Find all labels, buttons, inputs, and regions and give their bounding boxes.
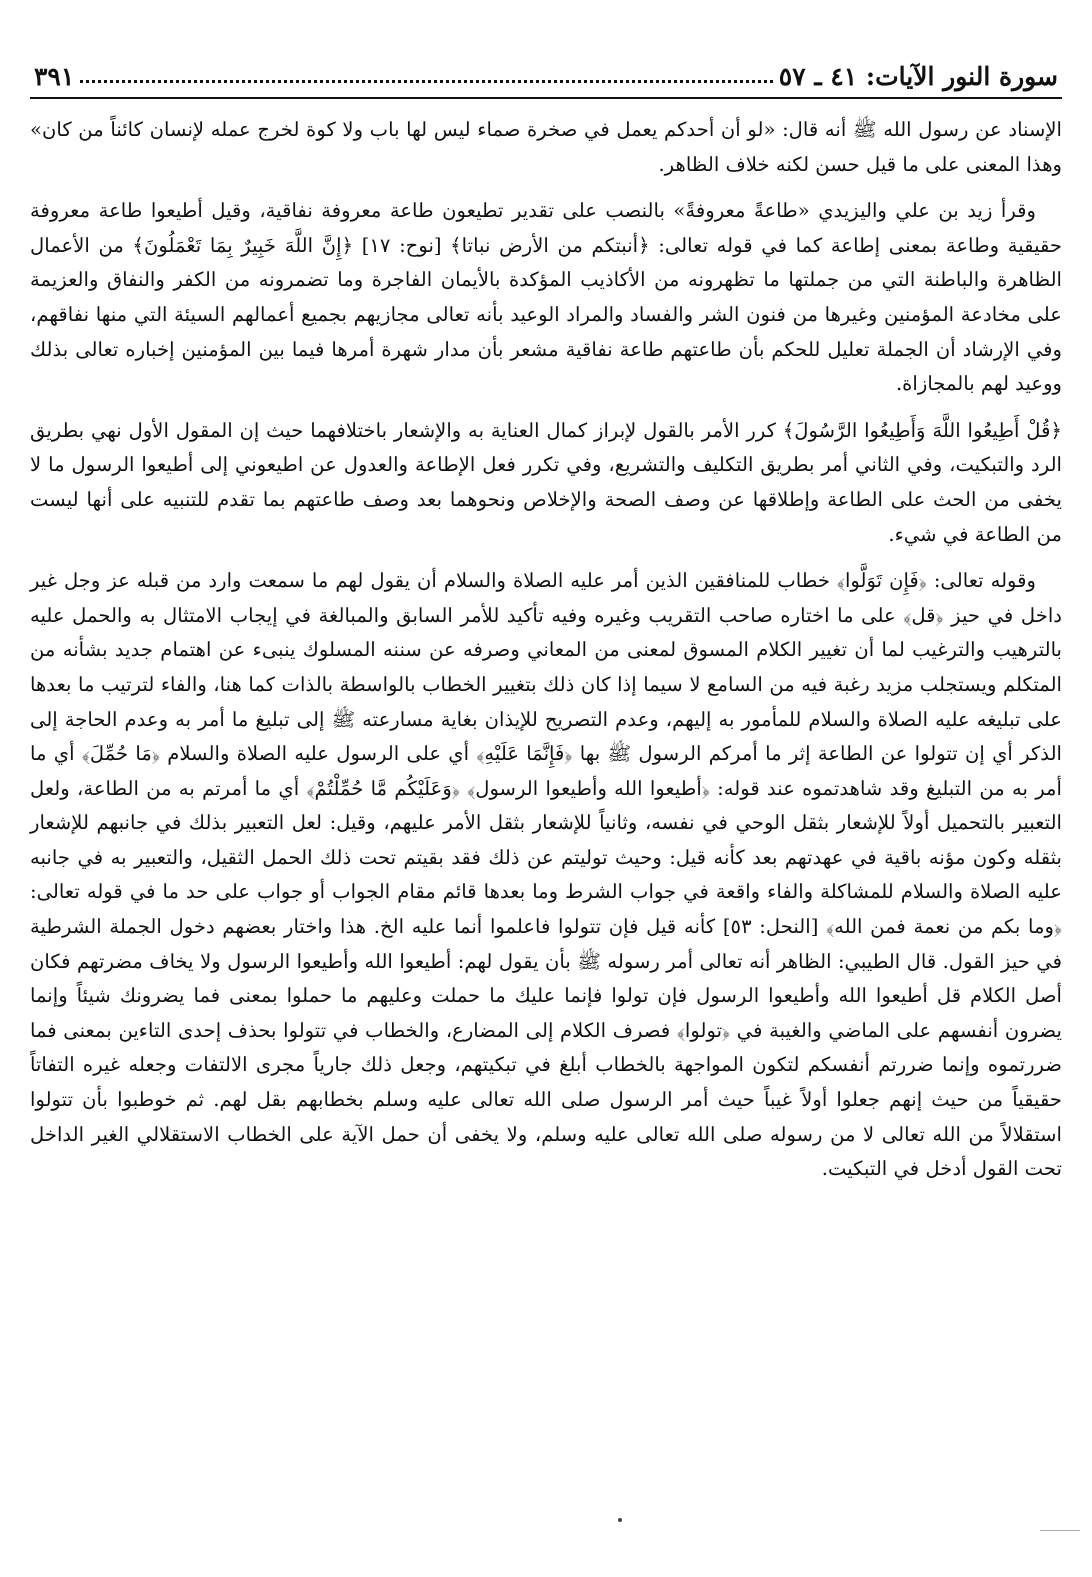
header-rule: [30, 97, 1062, 99]
page-number: ٣٩١: [34, 62, 75, 91]
document-page: [30, 55, 1062, 1199]
leader-dots: [80, 80, 772, 83]
scan-edge-mark: [1040, 1530, 1080, 1531]
scan-dot: [618, 1518, 622, 1522]
paragraph-3: ﴿قُلْ أَطِيعُوا اللَّهَ وَأَطِيعُوا الرَّسُولَ﴾ كرر الأمر بالقول لإبراز كمال العناية به والإشعار باختلافهما حيث إن المقول الأول نهي بطريق الرد والتبكيت، وفي الثاني أمر بطريق التكليف والتشريع، وفي تكرر فعل الإطاعة والعدول عن اطيعوني إلى أطيعوا الرسول ما لا يخفى من الحث على الطاعة وإطلاقها عن وصف الصحة والإخلاص ونحوهما بعد وصف طاعتهم بما تقدم للتنبيه على أنها ليست من الطاعة في شيء.: [30, 418, 1062, 546]
page-body: [30, 113, 1062, 1187]
paragraph-1: الإسناد عن رسول الله ﷺ أنه قال: «لو أن أحدكم يعمل في صخرة صماء ليس لها باب ولا كوة لخرج عمله لإنسان كائناً من كان» وهذا المعنى على ما قيل حسن لكنه خلاف الظاهر.: [30, 118, 1062, 176]
paragraph-2: وقرأ زيد بن علي واليزيدي «طاعةً معروفةً» بالنصب على تقدير تطيعون طاعة معروفة نفاقية، وقيل أطيعوا طاعة معروفة حقيقية وطاعة بمعنى إطاعة كما في قوله تعالى: ﴿أنبتكم من الأرض نباتا﴾ [نوح: ١٧] ﴿إِنَّ اللَّهَ خَبِيرٌ بِمَا تَعْمَلُونَ﴾ من الأعمال الظاهرة والباطنة التي من جملتها ما تظهرونه من الأكاذيب المؤكدة بالأيمان الفاجرة وما تضمرونه من الكفر والنفاق والعزيمة على مخادعة المؤمنين وغيرها من فنون الشر والفساد والمراد الوعيد بأنه تعالى مجازيهم بجميع أعمالهم السيئة التي منها نفاقهم، وفي الإرشاد أن الجملة تعليل للحكم بأن طاعتهم طاعة نفاقية مشعر بأن مدار شهرة أمرها فيما بين المؤمنين إخباره تعالى بذلك ووعيد لهم بالمجازاة.: [30, 199, 1062, 396]
running-header: [30, 55, 1062, 91]
surah-title: سورة النور الآيات: ٤١ ـ ٥٧: [778, 62, 1058, 91]
paragraph-4: وقوله تعالى: ﴿فَإِن تَوَلَّوا﴾ خطاب للمنافقين الذين أمر عليه الصلاة والسلام أن يقول لهم ما سمعت وارد من قبله عز وجل غير داخل في حيز ﴿قل﴾ على ما اختاره صاحب التقريب وغيره وفيه تأكيد للأمر السابق والمبالغة في إيجاب الامتثال به والحمل عليه بالترهيب والترغيب لما أن تغيير الكلام المسوق لمعنى من المعاني وصرفه عن سننه المسلوك ينبىء عن اهتمام جديد بشأنه من المتكلم ويستجلب مزيد رغبة فيه من السامع لا سيما إذا كان ذلك بتغيير الخطاب بالواسطة بالذات كما هنا، والفاء لترتيب ما بعدها على تبليغه عليه الصلاة والسلام للمأمور به إليهم، وعدم التصريح للإيذان بغاية مسارعته ﷺ إلى تبليغ ما أمر به وعدم الحاجة إلى الذكر أي إن تتولوا عن الطاعة إثر ما أمركم الرسول ﷺ بها ﴿فَإِنَّمَا عَلَيْهِ﴾ أي على الرسول عليه الصلاة والسلام ﴿مَا حُمِّلَ﴾ أي ما أمر به من التبليغ وقد شاهدتموه عند قوله: ﴿أطيعوا الله وأطيعوا الرسول﴾ ﴿وَعَلَيْكُم مَّا حُمِّلْتُمْ﴾ أي ما أمرتم به من الطاعة، ولعل التعبير بالتحميل أولاً للإشعار بثقل الوحي في نفسه، وثانياً للإشعار بثقل الأمر عليهم، وقيل: لعل التعبير بذلك في جانبهم للإشعار بثقله وكون مؤنه باقية في عهدتهم بعد كأنه قيل: وحيث توليتم عن ذلك فقد بقيتم تحت ذلك الحمل الثقيل، والتعبير به في جانبه عليه الصلاة والسلام للمشاكلة والفاء واقعة في جواب الشرط وما بعدها قائم مقام الجواب أو جواب على حد ما في قوله تعالى: ﴿وما بكم من نعمة فمن الله﴾ [النحل: ٥٣] كأنه قيل فإن تتولوا فاعلموا أنما عليه الخ. هذا واختار بعضهم دخول الجملة الشرطية في حيز القول. قال الطيبي: الظاهر أنه تعالى أمر رسوله ﷺ بأن يقول لهم: أطيعوا الله وأطيعوا الرسول ولا يخاف مضرتهم فكان أصل الكلام قل أطيعوا الله وأطيعوا الرسول فإن تولوا فإنما عليك ما حملت وعليهم ما حملوا بمعنى فما يضرونك شيئاً وإنما يضرون أنفسهم على الماضي والغيبة في ﴿تولوا﴾ فصرف الكلام إلى المضارع، والخطاب في تتولوا بحذف إحدى التاءين بمعنى فما ضررتموه وإنما ضررتم أنفسكم لتكون المواجهة بالخطاب أبلغ في تبكيتهم، وجعل ذلك جارياً مجرى الالتفات وجعله غيره التفاتاً حقيقياً من حيث إنهم جعلوا أولاً غيباً حيث أمر الرسول صلى الله تعالى عليه وسلم بخطابهم بقل لهم. ثم خوطبوا بأن تتولوا استقلالاً من الله تعالى لا من رسوله صلى الله تعالى عليه وسلم، ولا يخفى أن حمل الآية على الخطاب الاستقلالي الغير الداخل تحت القول أدخل في التبكيت.: [30, 569, 1062, 1181]
